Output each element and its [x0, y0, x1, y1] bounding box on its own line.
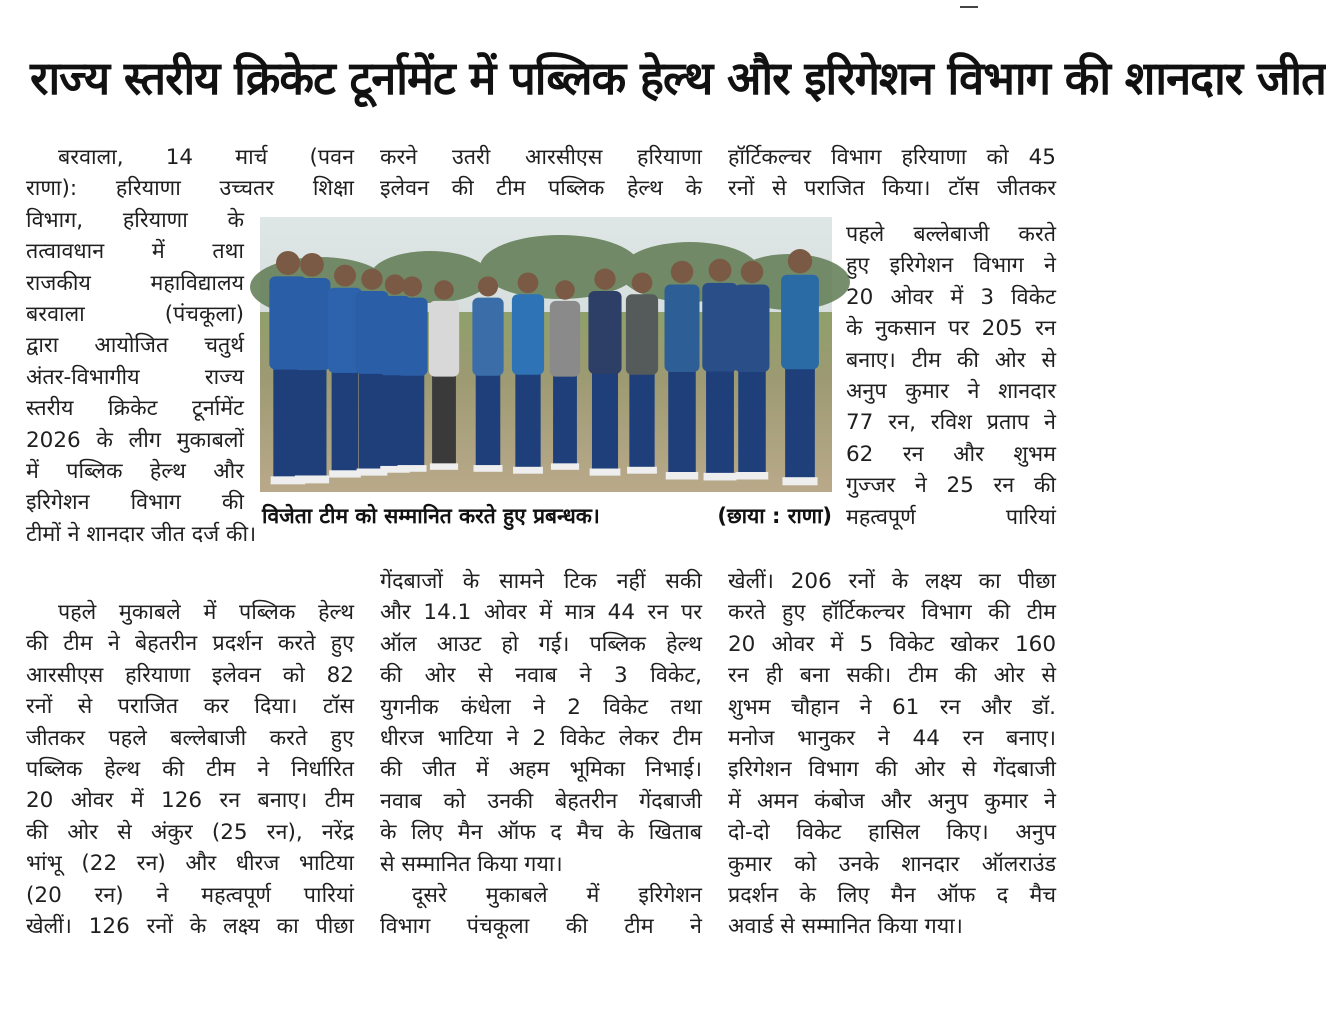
text-line: अनुप कुमार ने शानदार [846, 378, 1056, 404]
text-line: दूसरे मुकाबले में इरिगेशन [412, 882, 702, 908]
column-3-top [728, 142, 1056, 205]
text-line: विभाग पंचकूला की टीम ने [380, 914, 702, 940]
text-line: से सम्मानित किया गया। [380, 851, 563, 877]
headline: राज्य स्तरीय क्रिकेट टूर्नामेंट में पब्लिक हेल्थ और इरिगेशन विभाग की शानदार जीत [30, 51, 1326, 105]
text-line: पहले मुकाबले में पब्लिक हेल्थ [58, 600, 354, 625]
team-photo [260, 217, 832, 492]
text-line: दो-दो विकेट हासिल किए। अनुप [728, 820, 1056, 846]
text-line: में पब्लिक हेल्थ और [26, 458, 244, 484]
text-line: इरिगेशन विभाग की [26, 490, 244, 516]
photo-credit: (छाया : राणा) [717, 504, 832, 528]
text-line: प्रदर्शन के लिए मैन ऑफ द मैच [728, 882, 1056, 908]
column-3-side [846, 219, 1056, 533]
text-line: राजकीय महाविद्यालय [26, 270, 244, 296]
text-line: रनों से पराजित किया। टॉस जीतकर [728, 176, 1056, 202]
text-line: गेंदबाजों के सामने टिक नहीं सकी [380, 569, 702, 594]
page-corner-mark [960, 0, 978, 8]
text-line: हॉर्टिकल्चर विभाग हरियाणा को 45 [728, 145, 1056, 170]
text-line: 62 रन और शुभम [846, 441, 1056, 467]
column-1-bottom [26, 597, 354, 942]
text-line: करने उतरी आरसीएस हरियाणा [380, 145, 702, 170]
text-line: (20 रन) ने महत्वपूर्ण पारियां [26, 882, 354, 908]
photo-caption [262, 500, 832, 532]
text-line: कुमार को उनके शानदार ऑलराउंड [728, 851, 1056, 877]
column-2-bottom [380, 566, 702, 943]
text-line: बनाए। टीम की ओर से [846, 347, 1056, 373]
text-line: तत्वावधान में तथा [26, 239, 244, 265]
text-line: की टीम ने बेहतरीन प्रदर्शन करते हुए [26, 631, 354, 657]
text-line: 20 ओवर में 5 विकेट खोकर 160 [728, 631, 1056, 657]
text-line: और 14.1 ओवर में मात्र 44 रन पर [380, 600, 702, 626]
text-line: रन ही बना सकी। टीम की ओर से [728, 663, 1056, 689]
text-line: के लिए मैन ऑफ द मैच के खिताब [380, 820, 702, 846]
text-line: पहले बल्लेबाजी करते [846, 222, 1056, 247]
caption-text: विजेता टीम को सम्मानित करते हुए प्रबन्धक। [262, 504, 600, 528]
text-line: बरवाला (पंचकूला) [26, 301, 244, 327]
text-line: गुज्जर ने 25 रन की [846, 473, 1056, 499]
text-line: में अमन कंबोज और अनुप कुमार ने [728, 788, 1056, 814]
text-line: भांभू (22 रन) और धीरज भाटिया [26, 851, 354, 877]
text-line: पब्लिक हेल्थ की टीम ने निर्धारित [26, 756, 354, 782]
text-line: रनों से पराजित कर दिया। टॉस [26, 694, 354, 720]
text-line: द्वारा आयोजित चतुर्थ [26, 333, 244, 359]
text-line: मनोज भानुकर ने 44 रन बनाए। [728, 725, 1056, 751]
text-line: विभाग, हरियाणा के [26, 207, 244, 233]
text-line: महत्वपूर्ण पारियां [846, 504, 1056, 530]
text-line: जीतकर पहले बल्लेबाजी करते हुए [26, 725, 354, 751]
text-line: खेलीं। 126 रनों के लक्ष्य का पीछा [26, 913, 354, 939]
text-line: की जीत में अहम भूमिका निभाई। [380, 757, 702, 783]
text-line: 77 रन, रविश प्रताप ने [846, 410, 1056, 436]
column-3-bottom [728, 566, 1056, 943]
text-line: आरसीएस हरियाणा इलेवन को 82 [26, 662, 354, 688]
text-line: नवाब को उनकी बेहतरीन गेंदबाजी [380, 788, 702, 814]
text-line: टीमों ने शानदार जीत दर्ज की। [26, 521, 257, 547]
text-line: के नुकसान पर 205 रन [846, 316, 1056, 342]
text-line: ऑल आउट हो गई। पब्लिक हेल्थ [380, 631, 702, 657]
text-line: अवार्ड से सम्मानित किया गया। [728, 914, 963, 940]
text-line: 20 ओवर में 126 रन बनाए। टीम [26, 788, 354, 814]
text-line: 20 ओवर में 3 विकेट [846, 284, 1056, 310]
text-line: शुभम चौहान ने 61 रन और डॉ. [728, 694, 1056, 720]
text-line: इरिगेशन विभाग की ओर से गेंदबाजी [728, 757, 1056, 783]
column-2-top [380, 142, 702, 205]
text-line: युगनीक कंधेला ने 2 विकेट तथा [380, 694, 702, 720]
text-line: अंतर-विभागीय राज्य [26, 364, 244, 390]
text-line: हुए इरिगेशन विभाग ने [846, 253, 1056, 279]
text-line: खेलीं। 206 रनों के लक्ष्य का पीछा [728, 569, 1056, 594]
text-line: बरवाला, 14 मार्च (पवन [58, 145, 354, 170]
text-line: करते हुए हॉर्टिकल्चर विभाग की टीम [728, 600, 1056, 626]
text-line: राणा): हरियाणा उच्चतर शिक्षा [26, 176, 354, 202]
text-line: इलेवन की टीम पब्लिक हेल्थ के [380, 176, 702, 202]
text-line: स्तरीय क्रिकेट टूर्नामेंट [26, 396, 244, 422]
text-line: 2026 के लीग मुकाबलों [26, 427, 244, 453]
text-line: धीरज भाटिया ने 2 विकेट लेकर टीम [380, 725, 702, 751]
text-line: की ओर से अंकुर (25 रन), नरेंद्र [26, 819, 354, 845]
text-line: की ओर से नवाब ने 3 विकेट, [380, 663, 702, 689]
